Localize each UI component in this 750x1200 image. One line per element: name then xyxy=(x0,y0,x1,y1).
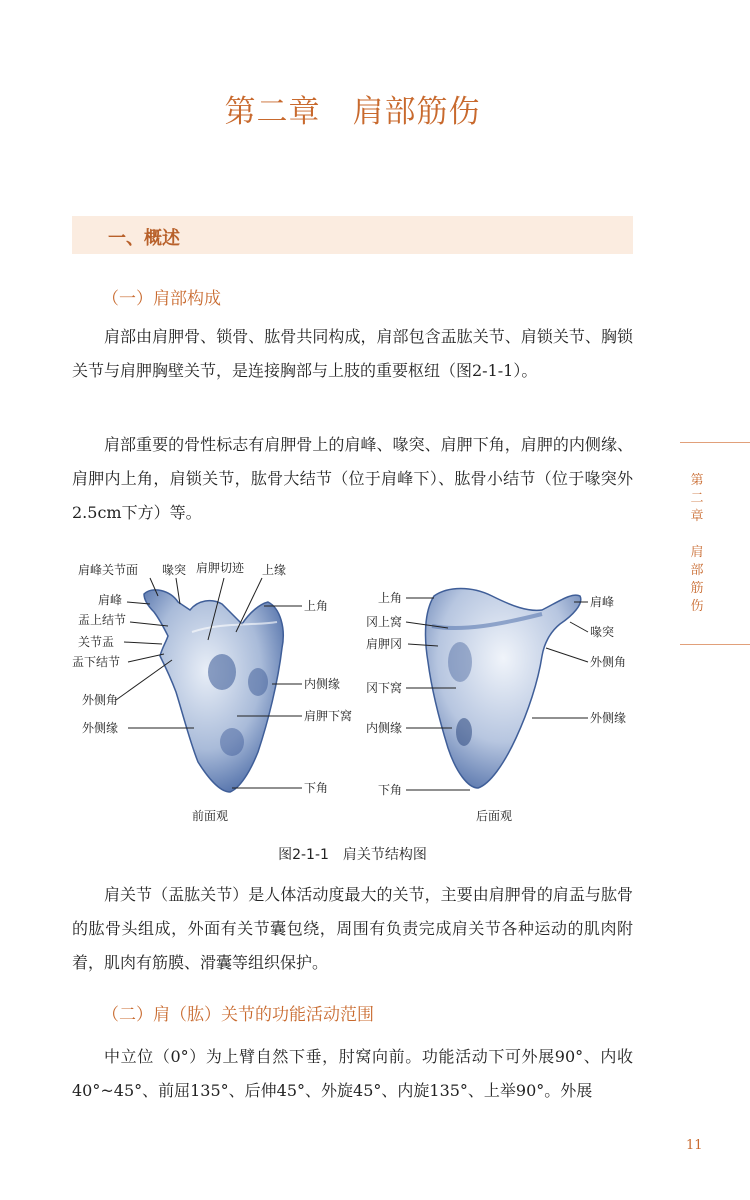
label-spine: 肩胛冈 xyxy=(366,637,403,651)
side-tab-char: 筋 xyxy=(690,581,704,596)
side-tab-gap xyxy=(686,526,708,544)
side-tab-char: 肩 xyxy=(690,545,704,560)
label-inferior-angle-front: 下角 xyxy=(304,781,329,795)
label-coracoid-front: 喙突 xyxy=(162,563,187,577)
subsection-title-2: （二）肩（肱）关节的功能活动范围 xyxy=(102,1005,374,1025)
label-coracoid-back: 喙突 xyxy=(590,625,615,639)
subsection-title-1: （一）肩部构成 xyxy=(102,289,221,309)
label-infraspinous: 冈下窝 xyxy=(366,681,403,695)
label-scapular-notch: 肩胛切迹 xyxy=(196,561,245,575)
label-lateral-angle-back: 外侧角 xyxy=(590,655,627,669)
label-supraspinous: 冈上窝 xyxy=(366,615,403,629)
paragraph-2: 肩部重要的骨性标志有肩胛骨上的肩峰、喙突、肩胛下角，肩胛的内侧缘、肩胛内上角，肩锁关节，肱骨大结节（位于肩峰下）、肱骨小结节（位于喙突外2.5cm下方）等。 xyxy=(72,435,633,522)
side-tab-char: 第 xyxy=(690,473,704,488)
scapula-figure xyxy=(72,552,652,832)
side-tab-char: 二 xyxy=(690,491,704,506)
label-lateral-border-back: 外侧缘 xyxy=(590,711,627,725)
label-medial-border-back: 内侧缘 xyxy=(366,721,403,735)
label-medial-border-front: 内侧缘 xyxy=(304,677,341,691)
label-acromion-front: 肩峰 xyxy=(98,593,123,607)
label-acromioclavicular: 肩峰关节面 xyxy=(78,563,139,577)
scapula-illustration xyxy=(72,552,652,832)
side-tab-char: 伤 xyxy=(690,599,704,614)
label-subscapular-fossa: 肩胛下窝 xyxy=(304,709,353,723)
label-lateral-border-front: 外侧缘 xyxy=(82,721,119,735)
paragraph-4: 中立位（0°）为上臂自然下垂，肘窝向前。功能活动下可外展90°、内收40°~45°、前屈135°、后伸45°、外旋45°、内旋135°、上举90°。外展 xyxy=(72,1047,633,1100)
label-superior-angle-front: 上角 xyxy=(304,599,329,613)
side-chapter-tab xyxy=(686,472,708,616)
label-infraglenoid: 盂下结节 xyxy=(72,655,121,669)
label-glenoid: 关节盂 xyxy=(78,635,115,649)
label-supraglenoid: 盂上结节 xyxy=(78,613,127,627)
back-view-label: 后面观 xyxy=(476,809,513,823)
section-title: 一、概述 xyxy=(108,228,180,249)
label-acromion-back: 肩峰 xyxy=(590,595,615,609)
page-number: 11 xyxy=(686,1138,703,1153)
label-inferior-angle-back: 下角 xyxy=(378,783,403,797)
label-superior-angle-back: 上角 xyxy=(378,591,403,605)
side-tab-char: 章 xyxy=(690,509,704,524)
label-lateral-angle-front: 外侧角 xyxy=(82,693,119,707)
side-tab-bottom-line xyxy=(680,644,750,645)
chapter-title: 第二章 肩部筋伤 xyxy=(224,94,481,130)
side-tab-top-line xyxy=(680,442,750,443)
side-tab-char: 部 xyxy=(690,563,704,578)
front-view-label: 前面观 xyxy=(192,809,229,823)
paragraph-1: 肩部由肩胛骨、锁骨、肱骨共同构成，肩部包含盂肱关节、肩锁关节、胸锁关节与肩胛胸壁关节，是连接胸部与上肢的重要枢纽（图2-1-1）。 xyxy=(72,327,633,380)
figure-caption: 图2-1-1 肩关节结构图 xyxy=(278,847,427,863)
paragraph-3: 肩关节（盂肱关节）是人体活动度最大的关节，主要由肩胛骨的肩盂与肱骨的肱骨头组成，外面有关节囊包绕，周围有负责完成肩关节各种运动的肌肉附着，肌肉有筋膜、滑囊等组织保护。 xyxy=(72,885,633,972)
label-superior-border: 上缘 xyxy=(262,563,287,577)
